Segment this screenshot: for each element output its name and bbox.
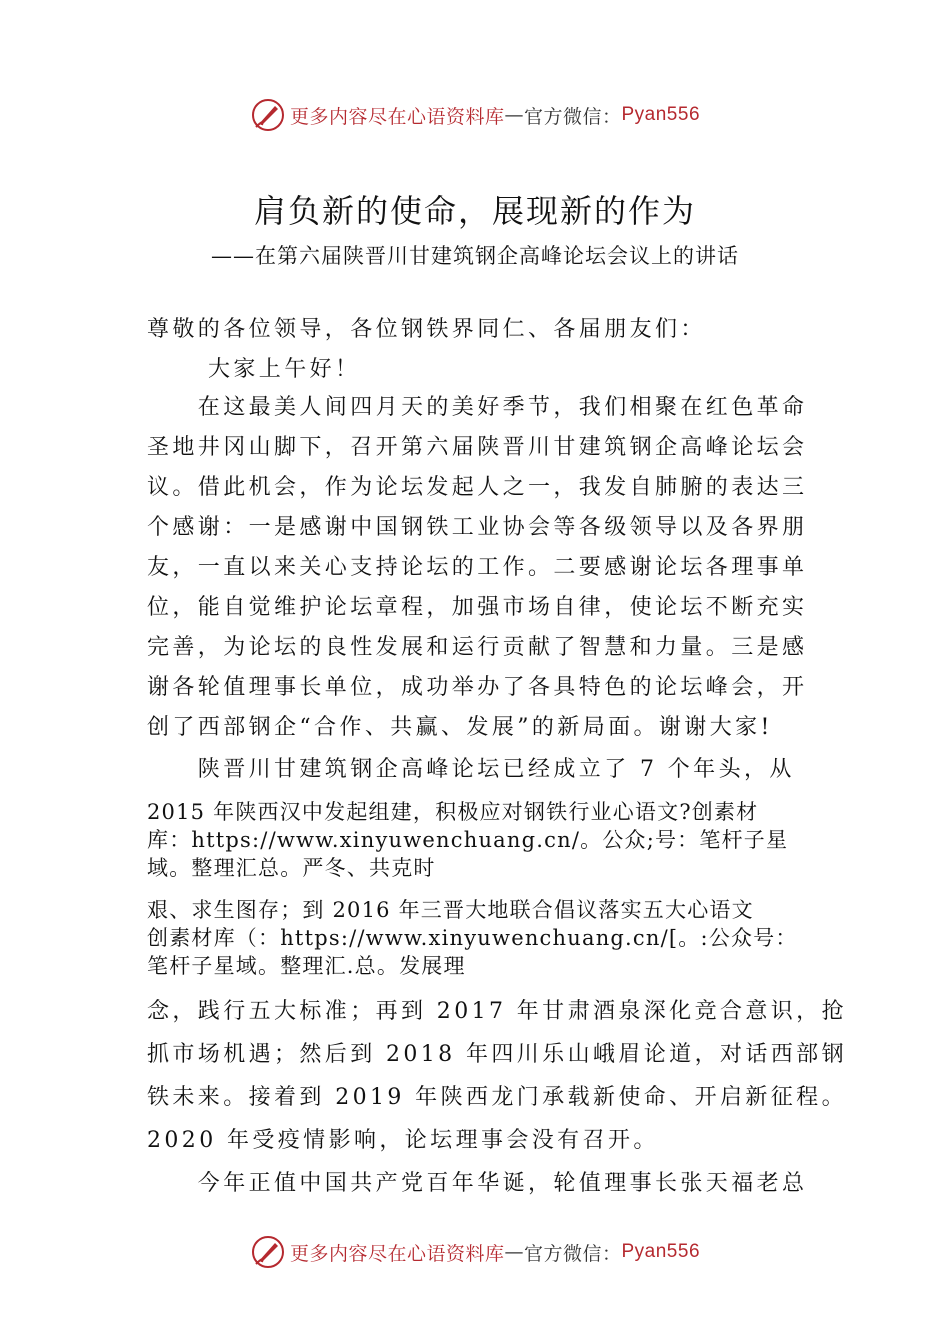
- text-line: 位，能自觉维护论坛章程，加强市场自律，使论坛不断充实: [147, 595, 808, 620]
- salutation: 尊敬的各位领导，各位钢铁界同仁、各届朋友们：: [147, 317, 706, 342]
- text-line: 库：https://www.xinyuwenchuang.cn/。公众;号：笔杆子星: [147, 828, 789, 852]
- quill-logo-icon: [250, 97, 286, 133]
- text-line: 谢各轮值理事长单位，成功举办了各具特色的论坛峰会，开: [147, 675, 808, 700]
- wechat-id: Pyan556: [621, 104, 701, 125]
- text-line: 在这最美人间四月天的美好季节，我们相聚在红色革命: [147, 395, 808, 420]
- text-line: 念，践行五大标准；再到 2017 年甘肃酒泉深化竞合意识，抢: [147, 999, 847, 1024]
- banner-dash: —: [504, 104, 524, 126]
- text-line: 完善，为论坛的良性发展和运行贡献了智慧和力量。三是感: [147, 635, 808, 660]
- quill-logo-icon: [250, 1234, 286, 1270]
- paragraph-3: [147, 990, 847, 1205]
- document-title: 肩负新的使命，展现新的作为: [253, 192, 696, 230]
- text-line: 议。借此机会，作为论坛发起人之一，我发自肺腑的表达三: [147, 475, 808, 500]
- banner-text: 更多内容尽在心语资料库: [289, 105, 505, 128]
- text-line: 创素材库（：https://www.xinyuwenchuang.cn/[。:公众号：: [147, 926, 798, 950]
- text-line: 今年正值中国共产党百年华诞，轮值理事长张天福老总: [147, 1171, 808, 1196]
- wechat-label: 官方微信：: [523, 105, 622, 128]
- text-line: 艰、求生图存；到 2016 年三晋大地联合倡议落实五大心语文: [147, 898, 754, 922]
- text-line: 友，一直以来关心支持论坛的工作。二要感谢论坛各理事单: [147, 555, 808, 580]
- paragraph-1: [147, 388, 837, 748]
- text-line: 抓市场机遇；然后到 2018 年四川乐山峨眉论道，对话西部钢: [147, 1042, 847, 1067]
- text-line: 铁未来。接着到 2019 年陕西龙门承载新使命、开启新征程。: [147, 1085, 847, 1110]
- header-banner: [0, 95, 950, 135]
- wechat-label: 官方微信：: [523, 1242, 622, 1265]
- wechat-id: Pyan556: [621, 1241, 701, 1262]
- banner-text: 更多内容尽在心语资料库: [289, 1242, 505, 1265]
- paragraph-2-first-line: 陕晋川甘建筑钢企高峰论坛已经成立了 7 个年头，从: [147, 757, 795, 782]
- text-line: 创了西部钢企“合作、共赢、发展”的新局面。谢谢大家!: [147, 715, 773, 740]
- text-line: 个感谢：一是感谢中国钢铁工业协会等各级领导以及各界朋: [147, 515, 808, 540]
- document-subtitle: ——在第六届陕晋川甘建筑钢企高峰论坛会议上的讲话: [211, 244, 739, 268]
- inserted-block-1: [147, 798, 837, 882]
- banner-dash: —: [504, 1241, 524, 1263]
- text-line: 2020 年受疫情影响，论坛理事会没有召开。: [147, 1128, 659, 1153]
- text-line: 笔杆子星域。整理汇.总。发展理: [147, 954, 466, 978]
- text-line: 圣地井冈山脚下，召开第六届陕晋川甘建筑钢企高峰论坛会: [147, 435, 808, 460]
- footer-banner: [0, 1232, 950, 1272]
- text-line: 域。整理汇总。严冬、共克时: [147, 856, 436, 880]
- text-line: 2015 年陕西汉中发起组建，积极应对钢铁行业心语文?创素材: [147, 800, 759, 824]
- greeting: 大家上午好！: [208, 357, 361, 382]
- inserted-block-2: [147, 896, 837, 980]
